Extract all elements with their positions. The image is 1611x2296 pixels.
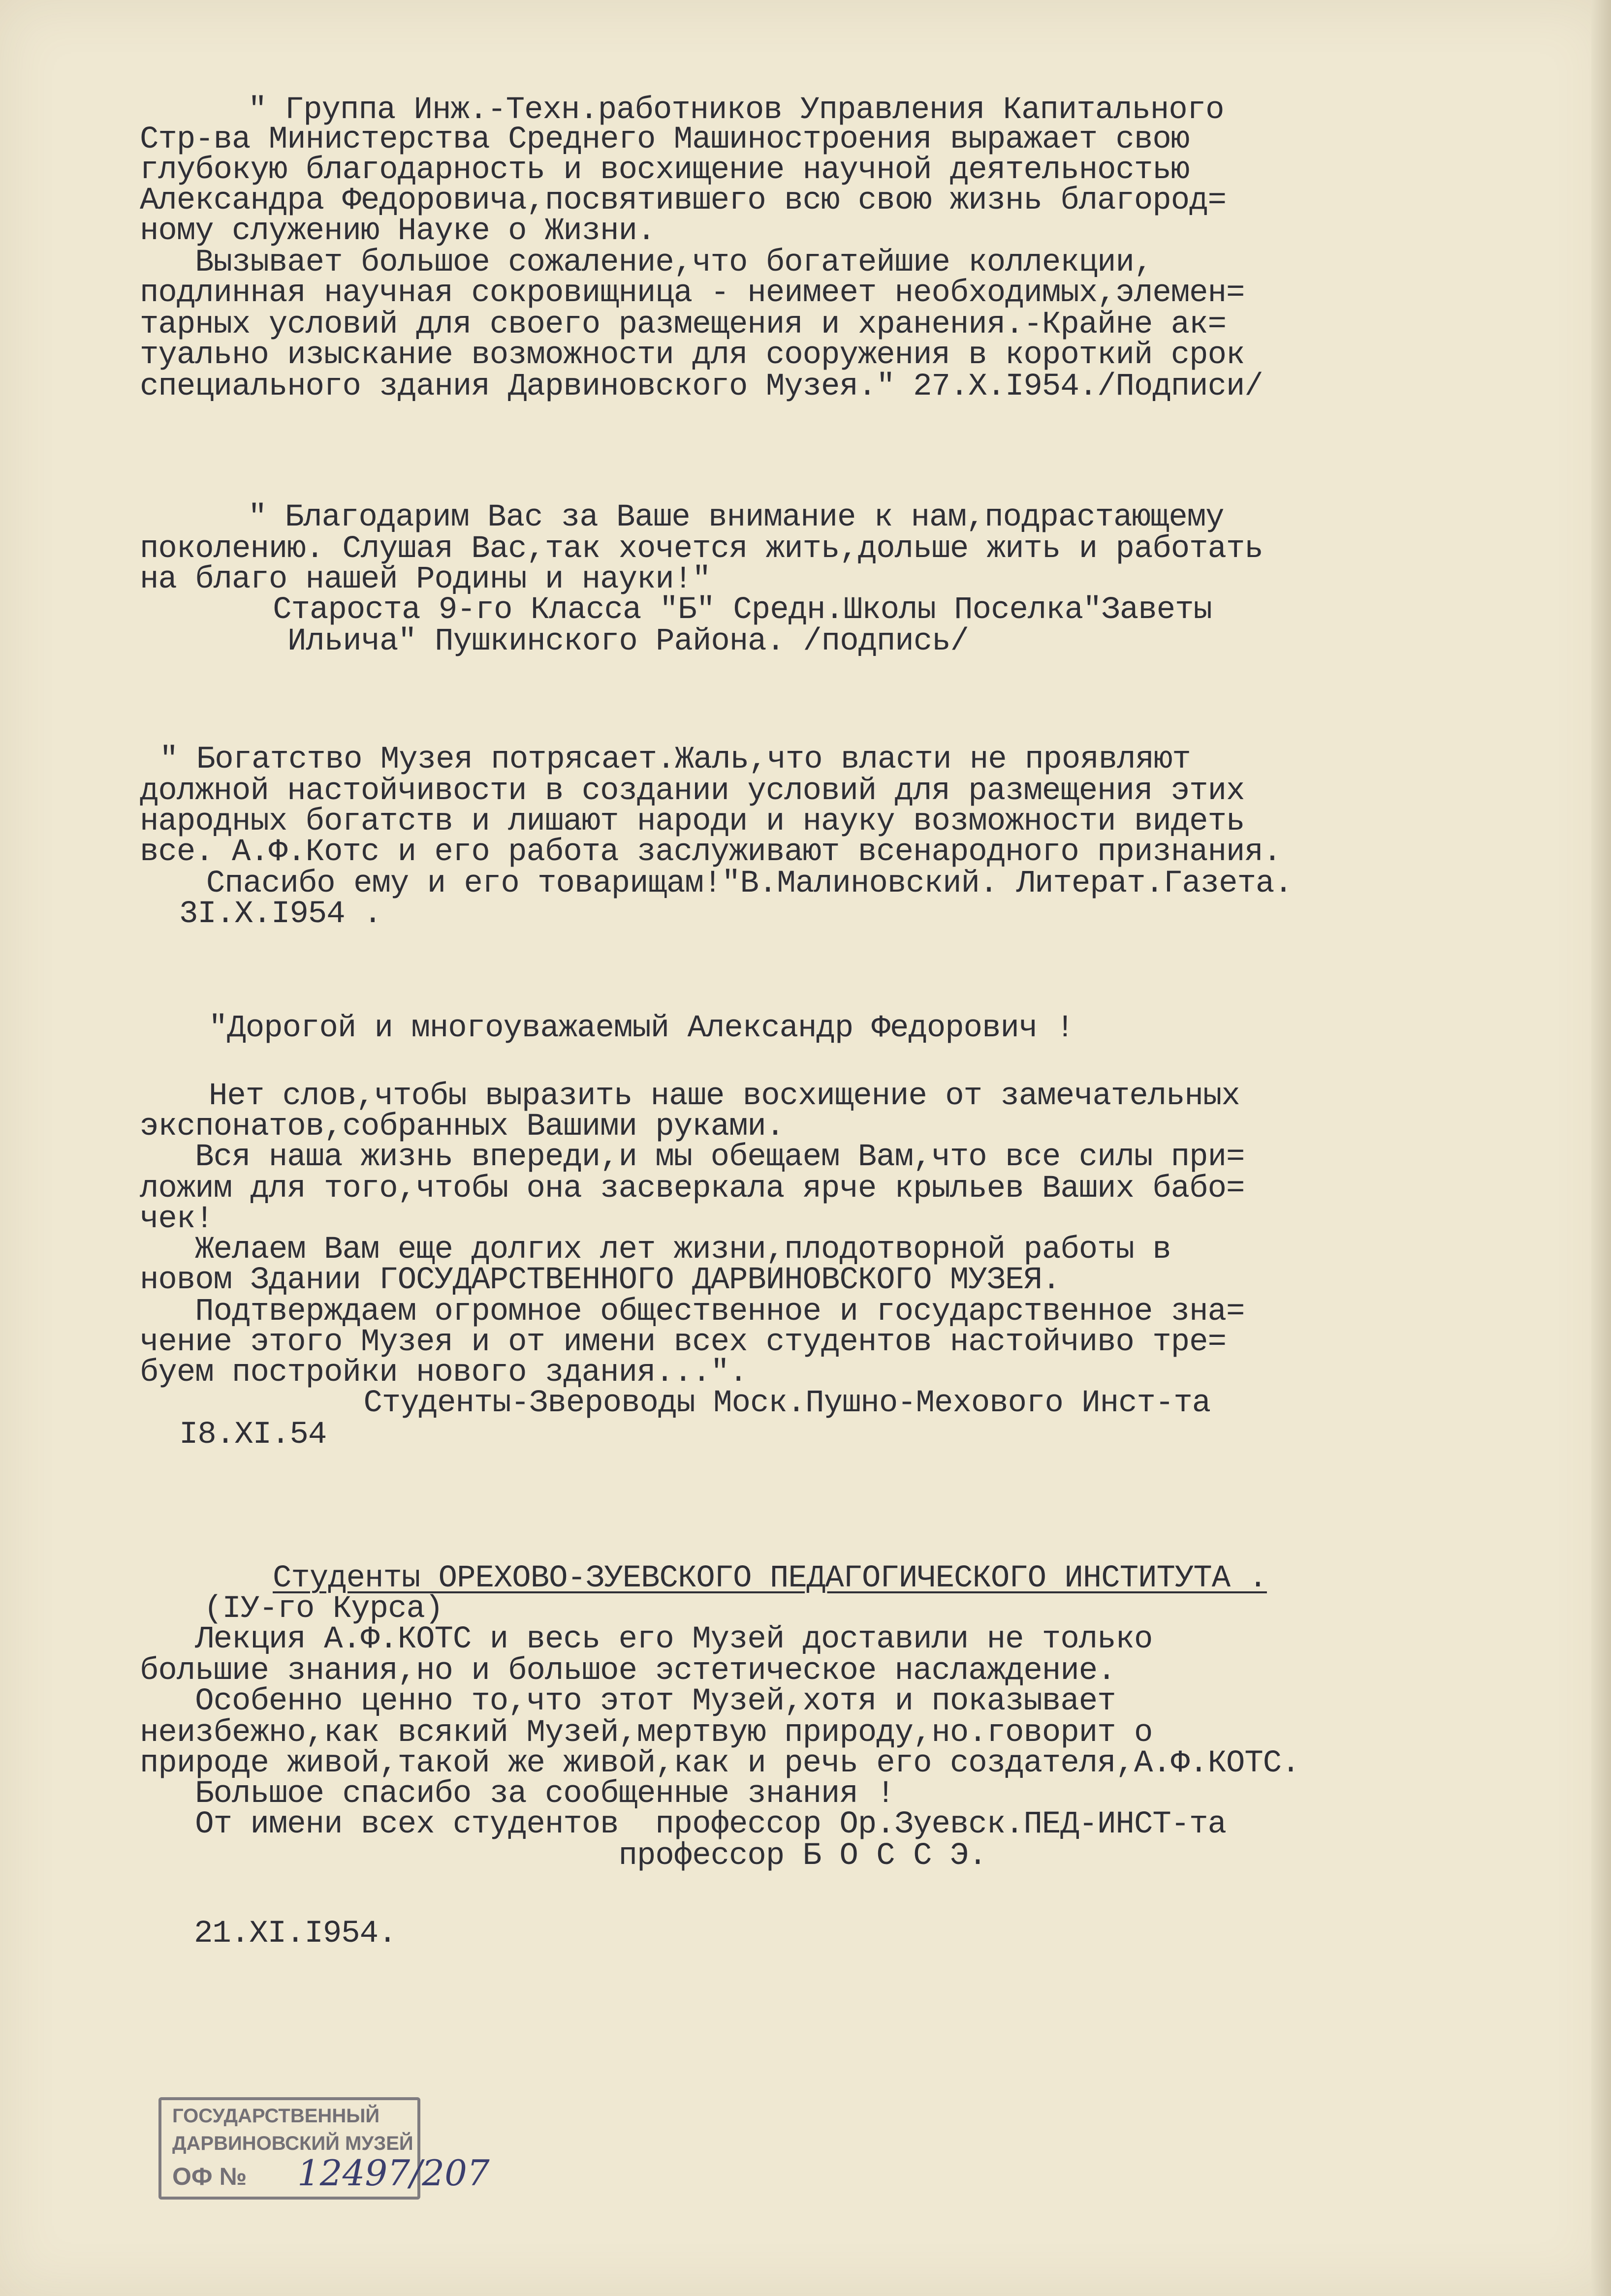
typed-line: Особенно ценно то,что этот Музей,хотя и показывает [140, 1684, 1116, 1719]
typed-line: ложим для того,чтобы она засверкала ярче крыльев Ваших бабо= [140, 1171, 1245, 1207]
typed-line: народных богатств и лишают народи и науку возможности видеть [140, 804, 1245, 839]
letter-heading: Студенты ОРЕХОВО-ЗУЕВСКОГО ПЕДАГОГИЧЕСКОГО ИНСТИТУТА . [273, 1561, 1267, 1596]
typed-line: "Дорогой и многоуважаемый Александр Федорович ! [209, 1011, 1074, 1046]
typed-line: Александра Федоровича,посвятившего всю свою жизнь благород= [140, 183, 1226, 218]
typed-line: специального здания Дарвиновского Музея." 27.Х.I954./Подписи/ [140, 369, 1263, 404]
typed-line: " Группа Инж.-Техн.работников Управления Капитального [248, 93, 1224, 128]
typed-line: туально изыскание возможности для сооружения в короткий срок [140, 338, 1245, 373]
typed-line: тарных условий для своего размещения и хранения.-Крайне ак= [140, 307, 1226, 342]
typed-line: Лекция А.Ф.КОТС и весь его Музей доставили не только [140, 1622, 1153, 1657]
inventory-number: 12497/207 [297, 2152, 490, 2194]
typed-line: неизбежно,как всякий Музей,мертвую природу,но.говорит о [140, 1715, 1153, 1751]
typed-line: Нет слов,чтобы выразить наше восхищение от замечательных [209, 1079, 1240, 1114]
page-edge [1591, 0, 1611, 2296]
typed-line: большие знания,но и большое эстетическое наслаждение. [140, 1653, 1116, 1689]
stamp-line-1: ГОСУДАРСТВЕННЫЙ [172, 2105, 380, 2127]
typed-line: Вызывает большое сожаление,что богатейшие коллекции, [140, 245, 1153, 280]
typed-line: глубокую благодарность и восхищение научной деятельностью [140, 153, 1190, 188]
typed-line: профессор Б О С С Э. [140, 1838, 987, 1874]
typed-line: буем постройки нового здания...". [140, 1355, 748, 1391]
typed-line: природе живой,такой же живой,как и речь его создателя,А.Ф.КОТС. [140, 1746, 1300, 1781]
stamp-line-3: ОФ № [172, 2163, 247, 2190]
typed-line: От имени всех студентов профессор Ор.Зуевск.ПЕД-ИНСТ-та [140, 1807, 1226, 1842]
typed-line: подлинная научная сокровищница - неимеет необходимых,элемен= [140, 276, 1245, 311]
typed-line: I8.XI.54 [179, 1417, 327, 1453]
typed-line: чек! [140, 1202, 214, 1237]
stamp-line-2: ДАРВИНОВСКИЙ МУЗЕЙ [172, 2133, 413, 2154]
typed-line: Подтверждаем огромное общественное и государственное зна= [140, 1294, 1245, 1330]
typed-line: " Благодарим Вас за Ваше внимание к нам,подрастающему [248, 500, 1224, 535]
typed-line: Спасибо ему и его товарищам!"В.Малиновский. Литерат.Газета. [169, 866, 1293, 901]
typed-line: все. А.Ф.Котс и его работа заслуживают всенародного признания. [140, 835, 1282, 870]
typed-line: на благо нашей Родины и науки!" [140, 562, 711, 597]
typed-line: экспонатов,собранных Вашими руками. [140, 1109, 785, 1145]
typed-line: Стр-ва Министерства Среднего Машиностроения выражает свою [140, 122, 1190, 157]
typed-line: (IУ-го Курса) [204, 1591, 443, 1627]
typed-line: Вся наша жизнь впереди,и мы обещаем Вам,что все силы при= [140, 1140, 1245, 1175]
typed-line: должной настойчивости в создании условий для размещения этих [140, 774, 1245, 809]
typed-line: Желаем Вам еще долгих лет жизни,плодотворной работы в [140, 1232, 1171, 1268]
typed-line: 21.XI.I954. [194, 1916, 397, 1952]
typed-line: ному служению Науке о Жизни. [140, 214, 656, 249]
typed-line: поколению. Слушая Вас,так хочется жить,дольше жить и работать [140, 531, 1263, 567]
typed-line: " Богатство Музея потрясает.Жаль,что власти не проявляют [159, 742, 1191, 777]
typed-line: Студенты-Звероводы Моск.Пушно-Мехового Инст-та [253, 1386, 1211, 1421]
typed-line: Староста 9-го Класса "Б" Средн.Школы Поселка"Заветы [218, 592, 1212, 628]
typed-line: Большое спасибо за сообщенные знания ! [140, 1776, 895, 1812]
typed-line: Ильича" Пушкинского Района. /подпись/ [287, 624, 969, 659]
typed-line: новом Здании ГОСУДАРСТВЕННОГО ДАРВИНОВСКОГО МУЗЕЯ. [140, 1263, 1061, 1298]
typed-line: 3I.Х.I954 . [179, 897, 382, 932]
typed-line: чение этого Музея и от имени всех студентов настойчиво тре= [140, 1325, 1226, 1360]
